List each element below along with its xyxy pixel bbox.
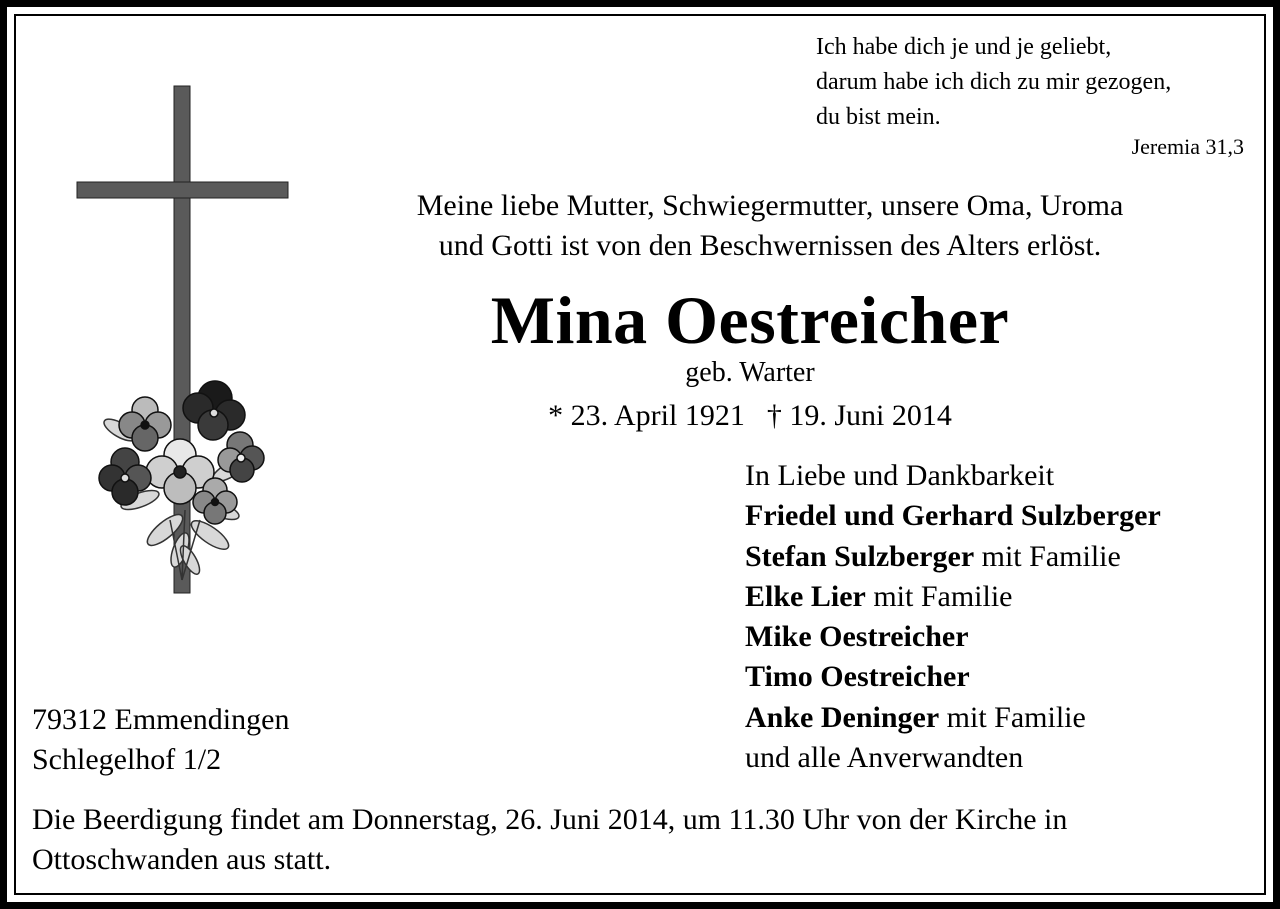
funeral-line: Die Beerdigung findet am Donnerstag, 26. Juni 2014, um 11.30 Uhr von der Kirche in xyxy=(32,803,1068,836)
verse-line: Ich habe dich je und je geliebt, xyxy=(816,34,1112,60)
mourner-name: Anke Deninger xyxy=(745,700,940,734)
intro-line: und Gotti ist von den Beschwernissen des Alters erlöst. xyxy=(438,229,1102,262)
funeral-line: Ottoschwanden aus statt. xyxy=(32,843,332,876)
mourner-name: Timo Oestreicher xyxy=(745,660,970,694)
address-city: 79312 Emmendingen xyxy=(32,703,290,736)
mourner-suffix: mit Familie xyxy=(974,539,1121,573)
deceased-name: Mina Oestreicher xyxy=(490,282,1010,358)
mourner-suffix: mit Familie xyxy=(865,579,1013,613)
address-street: Schlegelhof 1/2 xyxy=(32,743,222,776)
mourner-entry xyxy=(745,617,1161,657)
mourner-suffix: mit Familie xyxy=(939,700,1086,734)
intro-line: Meine liebe Mutter, Schwiegermutter, unsere Oma, Uroma xyxy=(416,189,1124,222)
mourner-entry xyxy=(745,657,1161,697)
mourner-entry xyxy=(745,577,1161,617)
birth-date: * 23. April 1921 xyxy=(548,399,745,432)
verse-line: du bist mein. xyxy=(816,104,941,130)
death-date: † 19. Juni 2014 xyxy=(766,399,952,432)
intro-text xyxy=(300,186,1240,266)
mourners-list xyxy=(745,456,1161,778)
verse-reference: Jeremia 31,3 xyxy=(1131,134,1244,159)
cross-icon xyxy=(70,80,300,600)
maiden-name: geb. Warter xyxy=(685,357,815,388)
mourner-name: Elke Lier xyxy=(745,579,866,613)
bible-verse xyxy=(816,30,1171,135)
mourner-entry xyxy=(745,537,1161,577)
mourner-name: Stefan Sulzberger xyxy=(745,539,975,573)
mourner-entry xyxy=(745,698,1161,738)
mourner-name: Friedel und Gerhard Sulzberger xyxy=(745,499,1161,533)
mourner-name: Mike Oestreicher xyxy=(745,620,969,654)
mourners-heading: In Liebe und Dankbarkeit xyxy=(745,459,1055,492)
mourners-closing: und alle Anverwandten xyxy=(745,741,1024,775)
address-block xyxy=(32,700,289,780)
life-dates xyxy=(300,397,1200,435)
funeral-notice xyxy=(32,800,1257,880)
verse-line: darum habe ich dich zu mir gezogen, xyxy=(816,69,1172,95)
mourner-entry xyxy=(745,496,1161,536)
